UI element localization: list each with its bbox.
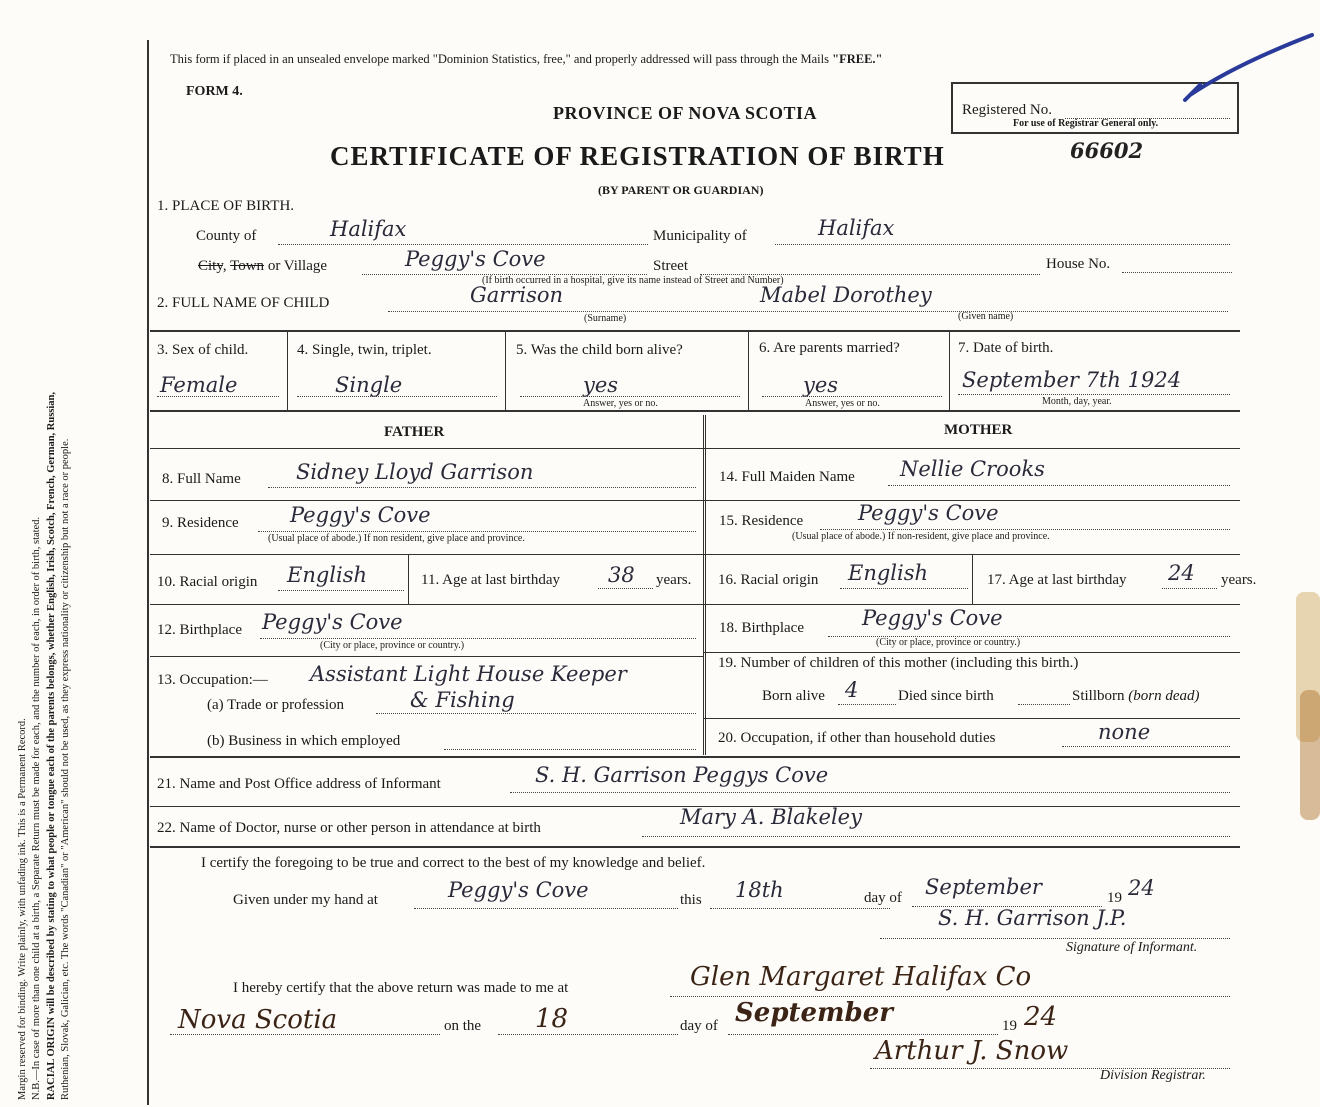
mother-name: Nellie Crooks: [900, 457, 1045, 481]
dob-line: [958, 394, 1230, 395]
signature-line: [880, 938, 1230, 939]
stillborn-text: Stillborn: [1072, 688, 1125, 704]
single-line: [297, 396, 497, 397]
mother-birthplace-label: 18. Birthplace: [719, 620, 804, 636]
house-line: [1122, 272, 1232, 273]
page-title: CERTIFICATE OF REGISTRATION OF BIRTH: [330, 141, 945, 171]
city-struck: City: [198, 258, 223, 274]
mother-age-line: [1162, 588, 1217, 589]
margin-line: Ruthenian, Slovak, Galician, etc. The words "Canadian" or "American" should not be used, as they express nationality or citizenship but not a race or people.: [60, 438, 72, 1100]
father-name: Sidney Lloyd Garrison: [296, 460, 534, 484]
margin-line: N.B.—In case of more than one child at a birth, a Separate Return must be made for each, and the number of each, in order of birth, stated.: [31, 516, 43, 1100]
mother-racial-label: 16. Racial origin: [718, 572, 819, 588]
county-label: County of: [196, 228, 257, 244]
alive-note: Answer, yes or no.: [583, 398, 658, 409]
given-day: 18th: [735, 878, 784, 902]
registrar-day-of-label: day of: [680, 1018, 718, 1034]
father-business-line: [444, 749, 696, 750]
margin-line: RACIAL ORIGIN will be described by stating to what people or tongue each of the parents belongs, whether English, Irish, Scotch, French, German, Russian,: [45, 391, 57, 1100]
child-surname: Garrison: [470, 283, 564, 307]
this-line: [710, 908, 890, 909]
registrar-place-line: [670, 996, 1230, 997]
father-residence-label: 9. Residence: [162, 515, 239, 531]
single-value: Single: [335, 373, 403, 397]
this-label: this: [680, 892, 702, 908]
municipality-line: [775, 244, 1230, 245]
registrar-place2-line: [170, 1034, 440, 1035]
born-alive-line: [838, 704, 896, 705]
divider: [287, 330, 288, 410]
day-of-label: day of: [864, 890, 902, 906]
informant-value: S. H. Garrison Peggys Cove: [535, 763, 829, 787]
married-note: Answer, yes or no.: [805, 398, 880, 409]
divider: [150, 604, 703, 605]
born-alive-value: 4: [845, 678, 859, 702]
mother-occupation: none: [1098, 720, 1151, 744]
father-years: years.: [656, 572, 692, 588]
sex-value: Female: [160, 373, 238, 397]
informant-line: [510, 792, 1230, 793]
married-value: yes: [803, 373, 839, 397]
street-label: Street: [653, 258, 688, 274]
father-racial-label: 10. Racial origin: [157, 574, 258, 590]
mother-age: 24: [1168, 561, 1195, 585]
mother-racial-line: [840, 588, 968, 589]
stillborn-note: (born dead): [1128, 688, 1200, 704]
mother-racial: English: [848, 561, 929, 585]
divider: [150, 756, 1240, 758]
doctor-label: 22. Name of Doctor, nurse or other person in attendance at birth: [157, 820, 541, 836]
divider: [505, 330, 506, 410]
city-label: City, Town or Village: [198, 258, 328, 274]
alive-label: 5. Was the child born alive?: [516, 342, 683, 358]
registrar-label: Division Registrar.: [1100, 1068, 1206, 1083]
registrar-day-line: [498, 1034, 678, 1035]
single-label: 4. Single, twin, triplet.: [297, 342, 432, 358]
sex-label: 3. Sex of child.: [157, 342, 249, 358]
father-age-label: 11. Age at last birthday: [421, 572, 560, 588]
province-title: PROVINCE OF NOVA SCOTIA: [553, 103, 818, 123]
married-line: [762, 396, 942, 397]
registrar-year-prefix: 19: [1002, 1018, 1017, 1034]
sex-line: [157, 396, 279, 397]
father-racial: English: [287, 563, 368, 587]
divider: [972, 554, 973, 604]
mother-years: years.: [1221, 572, 1257, 588]
father-occupation-2: & Fishing: [410, 688, 515, 712]
father-name-label: 8. Full Name: [162, 471, 241, 487]
divider: [150, 330, 1240, 332]
mother-occupation-label: 20. Occupation, if other than household duties: [718, 730, 996, 746]
registrar-note: For use of Registrar General only.: [1013, 118, 1159, 129]
divider: [949, 330, 950, 410]
margin-notes: [16, 0, 74, 1100]
dob-label: 7. Date of birth.: [958, 340, 1054, 356]
father-birthplace-note: (City or place, province or country.): [320, 640, 465, 651]
divider: [703, 652, 1240, 653]
died-label: Died since birth: [898, 688, 994, 704]
page-subtitle: (BY PARENT OR GUARDIAN): [598, 183, 764, 197]
hospital-note: (If birth occurred in a hospital, give its name instead of Street and Number): [482, 275, 784, 286]
divider: [703, 604, 1240, 605]
informant-signature: S. H. Garrison J.P.: [938, 906, 1127, 930]
father-name-line: [268, 487, 696, 488]
mail-note: [170, 52, 882, 67]
municipality-label: Municipality of: [653, 228, 747, 244]
mother-name-label: 14. Full Maiden Name: [719, 469, 855, 485]
mail-note-free: "FREE.": [832, 52, 883, 66]
dob-value: September 7th 1924: [962, 368, 1182, 392]
divider: [150, 448, 1240, 449]
municipality-value: Halifax: [818, 216, 895, 240]
mail-note-text: This form if placed in an unsealed envelope marked "Dominion Statistics, free," and properly addressed will pass through the Mails: [170, 52, 829, 66]
on-the-label: on the: [444, 1018, 482, 1034]
child-name-line: [388, 311, 1228, 312]
father-occupation-label: 13. Occupation:—: [157, 672, 268, 688]
divider: [748, 330, 749, 410]
father-birthplace-label: 12. Birthplace: [157, 622, 242, 638]
informant-label: 21. Name and Post Office address of Informant: [157, 776, 441, 792]
father-residence: Peggy's Cove: [290, 503, 431, 527]
mother-residence-note: (Usual place of abode.) If non-resident, give place and province.: [792, 531, 1050, 542]
father-trade-line: [376, 713, 696, 714]
born-alive-label: Born alive: [762, 688, 825, 704]
mother-birthplace-note: (City or place, province or country.): [876, 637, 1021, 648]
alive-value: yes: [583, 373, 619, 397]
registered-label: Registered No.: [962, 102, 1052, 118]
registrar-month: September: [735, 998, 893, 1028]
house-label: House No.: [1046, 256, 1111, 272]
registrar-month-line: [728, 1034, 998, 1035]
married-label: 6. Are parents married?: [759, 340, 900, 356]
village-value: Peggy's Cove: [405, 247, 546, 271]
father-birthplace-line: [260, 638, 696, 639]
divider: [150, 554, 703, 555]
father-age: 38: [608, 563, 635, 587]
surname-note: (Surname): [584, 313, 627, 324]
registrar-year: 24: [1024, 1002, 1058, 1032]
divider: [150, 656, 703, 657]
check-mark-icon: [1180, 30, 1320, 110]
father-residence-note: (Usual place of abode.) If non resident, give place and province.: [268, 533, 525, 544]
divider: [150, 500, 703, 501]
mother-birthplace: Peggy's Cove: [862, 606, 1003, 630]
doctor-line: [642, 836, 1230, 837]
registrar-place-2: Nova Scotia: [178, 1005, 338, 1035]
father-heading: FATHER: [384, 424, 445, 440]
given-label: Given under my hand at: [233, 892, 378, 908]
divider: [408, 554, 409, 604]
county-value: Halifax: [330, 217, 407, 241]
father-trade-label: (a) Trade or profession: [207, 697, 345, 713]
father-occupation-1: Assistant Light House Keeper: [310, 662, 627, 686]
father-age-line: [598, 588, 653, 589]
father-residence-line: [258, 531, 696, 532]
divider: [150, 846, 1240, 848]
mother-age-label: 17. Age at last birthday: [987, 572, 1127, 588]
form-number: FORM 4.: [186, 84, 243, 99]
father-racial-line: [278, 590, 404, 591]
died-line: [1018, 704, 1070, 705]
dob-note: Month, day, year.: [1042, 396, 1112, 407]
registrar-day: 18: [535, 1004, 569, 1034]
registrar-place: Glen Margaret Halifax Co: [690, 962, 1032, 992]
town-struck: Town: [230, 258, 265, 274]
child-name-label: 2. FULL NAME OF CHILD: [157, 295, 330, 311]
signature-label: Signature of Informant.: [1066, 940, 1198, 955]
paper-stain: [1300, 690, 1320, 820]
given-month: September: [925, 875, 1042, 899]
mother-residence-line: [820, 529, 1230, 530]
mother-heading: MOTHER: [944, 422, 1013, 438]
year-prefix: 19: [1107, 890, 1122, 906]
alive-line: [520, 396, 740, 397]
place-section-label: 1. PLACE OF BIRTH.: [157, 198, 295, 214]
margin-line: Margin reserved for binding. Write plainly, with unfading ink. This is a Permanent Record.: [17, 718, 28, 1100]
given-line: [414, 908, 678, 909]
registrar-signature: Arthur J. Snow: [875, 1036, 1069, 1066]
binding-margin-rule: [147, 40, 149, 1105]
child-given-name: Mabel Dorothey: [760, 283, 932, 307]
mother-residence-label: 15. Residence: [719, 513, 804, 529]
registrar-statement: I hereby certify that the above return was made to me at: [233, 980, 569, 996]
given-place: Peggy's Cove: [448, 878, 589, 902]
father-business-label: (b) Business in which employed: [207, 733, 401, 749]
children-label: 19. Number of children of this mother (including this birth.): [718, 655, 1079, 671]
mother-residence: Peggy's Cove: [858, 501, 999, 525]
mother-occupation-line: [1062, 746, 1230, 747]
given-year: 24: [1128, 876, 1155, 900]
column-divider: [703, 415, 706, 755]
certify-statement: I certify the foregoing to be true and correct to the best of my knowledge and belief.: [201, 855, 706, 871]
county-line: [278, 244, 648, 245]
village-label: or Village: [267, 258, 328, 274]
father-birthplace: Peggy's Cove: [262, 610, 403, 634]
divider: [150, 410, 1240, 412]
stillborn-label: [1072, 688, 1200, 705]
mother-name-line: [888, 485, 1230, 486]
registered-number: 66602: [1070, 138, 1144, 163]
doctor-value: Mary A. Blakeley: [680, 805, 862, 829]
divider: [703, 718, 1240, 719]
given-name-note: (Given name): [958, 311, 1014, 322]
